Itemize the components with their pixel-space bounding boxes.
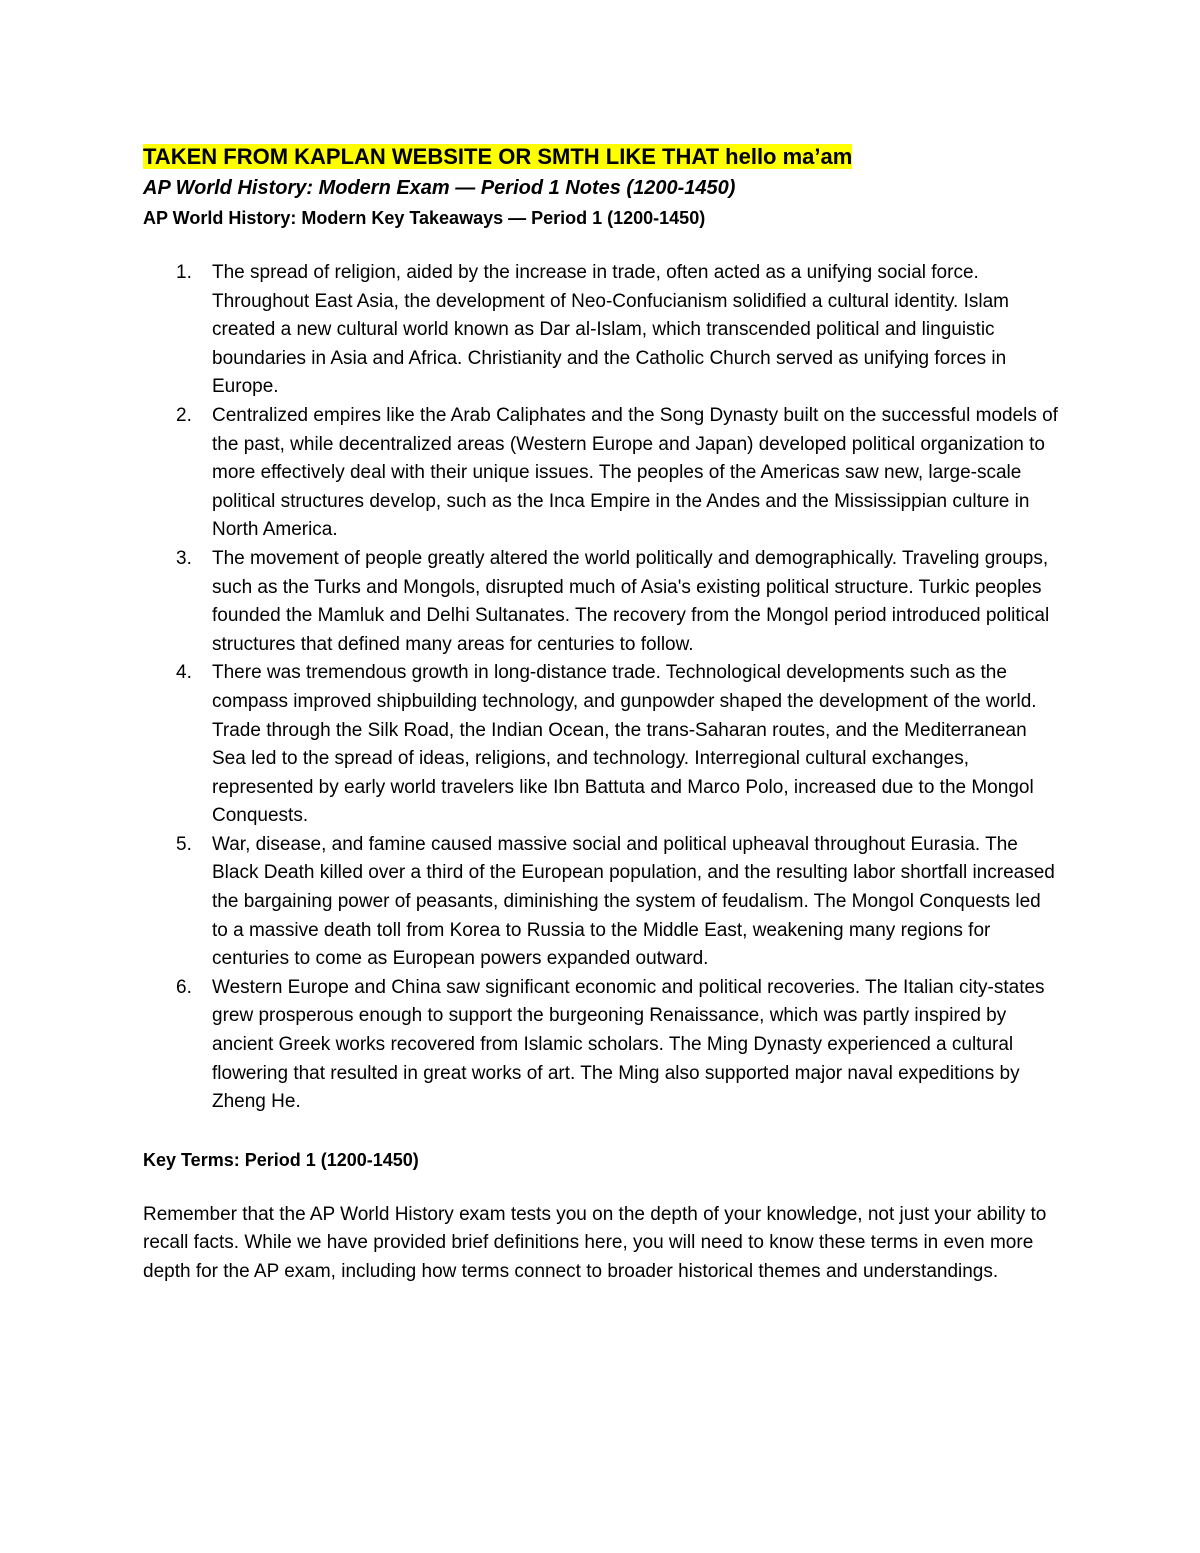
list-item-number: 3. [176, 547, 192, 569]
document-page [143, 141, 1058, 1287]
document-title: AP World History: Modern Exam — Period 1 Notes (1200-1450) [143, 177, 736, 199]
document-subtitle: AP World History: Modern Key Takeaways — Period 1 (1200-1450) [143, 208, 706, 228]
banner-text: TAKEN FROM KAPLAN WEBSITE OR SMTH LIKE THAT hello ma’am [143, 144, 853, 169]
list-item [143, 402, 1058, 545]
list-item-text: Centralized empires like the Arab Caliphates and the Song Dynasty built on the successful models of the past, while decentralized areas (Western Europe and Japan) developed political organization to more effectively deal with their unique issues. The peoples of the Americas saw new, large-scale political structures develop, such as the Inca Empire in the Andes and the Mississippian culture in North America. [212, 404, 1058, 541]
list-item-text: The movement of people greatly altered the world politically and demographically. Traveling groups, such as the Turks and Mongols, disrupted much of Asia's existing political structure. Turkic peoples founded the Mamluk and Delhi Sultanates. The recovery from the Mongol period introduced political structures that defined many areas for centuries to follow. [212, 547, 1050, 655]
list-item-text: There was tremendous growth in long-distance trade. Technological developments such as the compass improved shipbuilding technology, and gunpowder shaped the development of the world. Trade through the Silk Road, the Indian Ocean, the trans-Saharan routes, and the Mediterranean Sea led to the spread of ideas, religions, and technology. Interregional cultural exchanges, represented by early world travelers like Ibn Battuta and Marco Polo, increased due to the Mongol Conquests. [212, 662, 1037, 827]
list-item-number: 1. [176, 262, 192, 283]
list-item-text: War, disease, and famine caused massive social and political upheaval throughout Eurasia. The Black Death killed over a third of the European population, and the resulting labor shortfall increased the bargaining power of peasants, diminishing the system of feudalism. The Mongol Conquests led to a massive death toll from Korea to Russia to the Middle East, weakening many regions for centuries to come as European powers expanded outward. [212, 833, 1055, 970]
list-item-number: 4. [176, 662, 192, 684]
key-terms-heading: Key Terms: Period 1 (1200-1450) [143, 1149, 419, 1170]
key-terms-intro: Remember that the AP World History exam tests you on the depth of your knowledge, not just your ability to recall facts. While we have provided brief definitions here, you will need to know these terms in even more depth for the AP exam, including how terms connect to broader historical themes and understandings. [143, 1203, 1047, 1282]
highlighted-banner [143, 141, 1058, 173]
list-item [143, 259, 1058, 402]
list-item-text: The spread of religion, aided by the increase in trade, often acted as a unifying social force. Throughout East Asia, the development of Neo-Confucianism solidified a cultural identity. Islam created a new cultural world known as Dar al-Islam, which transcended political and linguistic boundaries in Asia and Africa. Christianity and the Catholic Church served as unifying forces in Europe. [212, 262, 1010, 398]
list-item [143, 659, 1058, 831]
list-item-number: 2. [176, 404, 192, 426]
list-item [143, 545, 1058, 659]
list-item [143, 831, 1058, 974]
list-item-text: Western Europe and China saw significant economic and political recoveries. The Italian city-states grew prosperous enough to support the burgeoning Renaissance, which was partly inspired by ancient Greek works recovered from Islamic scholars. The Ming Dynasty experienced a cultural flowering that resulted in great works of art. The Ming also supported major naval expeditions by Zheng He. [212, 976, 1045, 1113]
list-item-number: 6. [176, 976, 192, 998]
takeaways-list [143, 259, 1058, 1117]
list-item-number: 5. [176, 833, 192, 855]
list-item [143, 974, 1058, 1117]
